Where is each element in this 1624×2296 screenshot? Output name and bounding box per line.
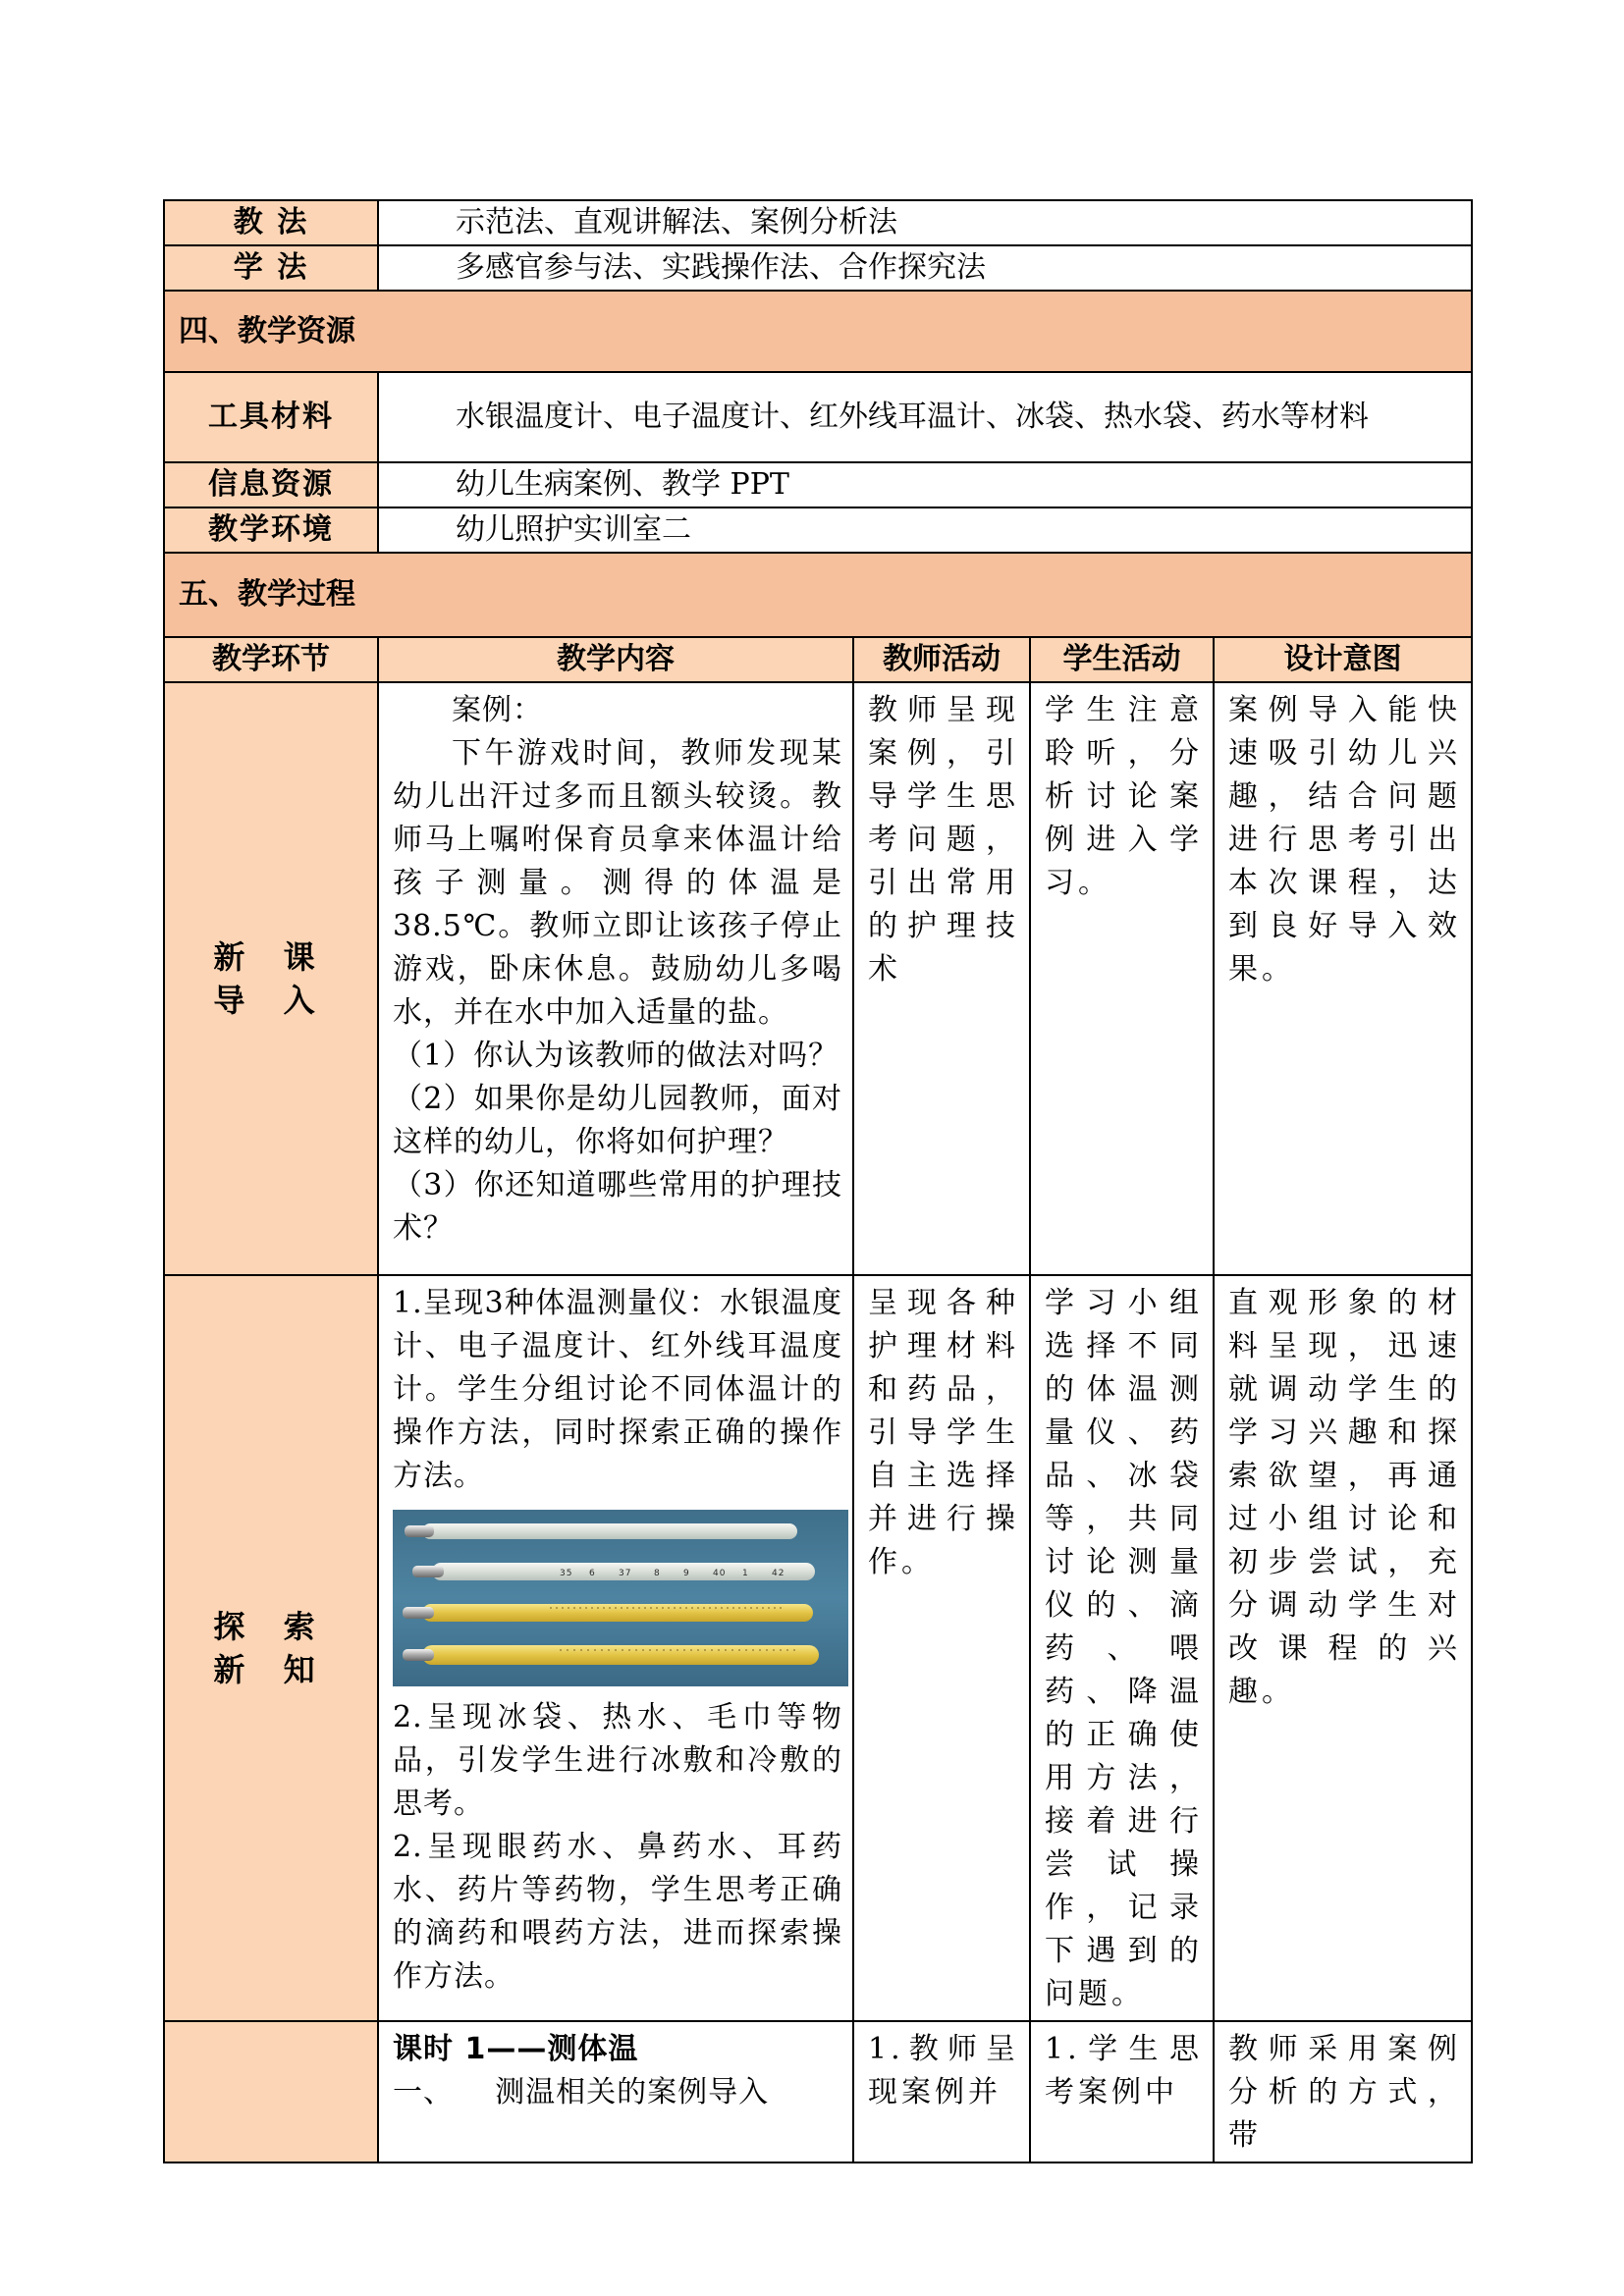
- learning-method-label: 学 法: [164, 245, 378, 291]
- lesson1-section-1: 一、 测温相关的案例导入: [393, 2075, 770, 2109]
- header-student-activity: 学生活动: [1030, 637, 1214, 682]
- svg-text:35: 35: [560, 1569, 573, 1578]
- lesson-plan-table: [163, 199, 1473, 2163]
- learning-method-row: [164, 245, 1472, 291]
- design-intent-lesson1: 教师采用案例分析的方式，带: [1214, 2021, 1472, 2163]
- info-resources-value: 幼儿生病案例、教学 PPT: [378, 462, 1472, 507]
- header-teacher-activity: 教师活动: [853, 637, 1030, 682]
- student-activity-lesson1: 1.学生思考案例中: [1030, 2021, 1214, 2163]
- explore-item-1: 1.呈现3种体温测量仪：水银温度计、电子温度计、红外线耳温度计。学生分组讨论不同体温计的操作方法，同时探索正确的操作方法。: [393, 1286, 842, 1493]
- svg-text:9: 9: [683, 1569, 690, 1578]
- case-label: 案例：: [452, 693, 543, 727]
- svg-text:40: 40: [713, 1569, 727, 1578]
- stage-intro: 新 课 导 入: [164, 682, 378, 1275]
- section-resources-row: [164, 291, 1472, 372]
- svg-text:6: 6: [589, 1569, 596, 1578]
- question-1: （1）你认为该教师的做法对吗？: [393, 1039, 839, 1073]
- header-stage: 教学环节: [164, 637, 378, 682]
- teaching-environment-value: 幼儿照护实训室二: [378, 507, 1472, 553]
- thermometer-photo: [393, 1510, 848, 1686]
- tools-materials-row: [164, 372, 1472, 462]
- svg-text:42: 42: [772, 1569, 785, 1578]
- teaching-environment-label: 教学环境: [164, 507, 378, 553]
- info-resources-row: [164, 462, 1472, 507]
- teaching-method-value: 示范法、直观讲解法、案例分析法: [378, 200, 1472, 245]
- design-intent-intro: 案例导入能快速吸引幼儿兴趣，结合问题进行思考引出本次课程，达到良好导入效果。: [1214, 682, 1472, 1275]
- question-3: （3）你还知道哪些常用的护理技术？: [393, 1168, 842, 1246]
- svg-text:37: 37: [619, 1569, 632, 1578]
- process-row-lesson1: [164, 2021, 1472, 2163]
- teacher-activity-intro: 教师呈现案例，引导学生思考问题，引出常用的护理技术: [853, 682, 1030, 1275]
- teaching-method-label: 教 法: [164, 200, 378, 245]
- teaching-method-row: [164, 200, 1472, 245]
- explore-item-2: 2.呈现冰袋、热水、毛巾等物品，引发学生进行冰敷和冷敷的思考。: [393, 1700, 842, 1821]
- explore-item-3: 2.呈现眼药水、鼻药水、耳药水、药片等药物，学生思考正确的滴药和喂药方法，进而探索操作方法。: [393, 1830, 842, 1994]
- content-lesson1: [378, 2021, 853, 2163]
- stage-explore: 探 索 新 知: [164, 1275, 378, 2021]
- stage-lesson1: [164, 2021, 378, 2163]
- svg-text:8: 8: [654, 1569, 661, 1578]
- tools-materials-value: 水银温度计、电子温度计、红外线耳温计、冰袋、热水袋、药水等材料: [378, 372, 1472, 462]
- process-row-intro: [164, 682, 1472, 1275]
- teacher-activity-explore: 呈现各种护理材料和药品，引导学生自主选择并进行操作。: [853, 1275, 1030, 2021]
- case-text: 下午游戏时间，教师发现某幼儿出汗过多而且额头较烫。教师马上嘱咐保育员拿来体温计给孩子测量。测得的体温是38.5℃。教师立即让该孩子停止游戏，卧床休息。鼓励幼儿多喝水，并在水中加入适量的盐。: [393, 736, 842, 1030]
- process-row-explore: [164, 1275, 1472, 2021]
- content-explore: [378, 1275, 853, 2021]
- header-content: 教学内容: [378, 637, 853, 682]
- question-2: （2）如果你是幼儿园教师，面对这样的幼儿，你将如何护理？: [393, 1082, 842, 1159]
- teaching-environment-row: [164, 507, 1472, 553]
- section-process-title: 五、教学过程: [164, 553, 1472, 637]
- lesson1-title: 课时 1——测体温: [393, 2032, 639, 2066]
- lesson-plan-page: [163, 199, 1471, 2163]
- teacher-activity-lesson1: 1.教师呈现案例并: [853, 2021, 1030, 2163]
- student-activity-explore: 学习小组选择不同的体温测量仪、药品、冰袋等，共同讨论测量仪的、滴药、喂药、降温的正确使用方法，接着进行尝试操作，记录下遇到的问题。: [1030, 1275, 1214, 2021]
- header-design-intent: 设计意图: [1214, 637, 1472, 682]
- student-activity-intro: 学生注意聆听，分析讨论案例进入学习。: [1030, 682, 1214, 1275]
- learning-method-value: 多感官参与法、实践操作法、合作探究法: [378, 245, 1472, 291]
- section-process-row: [164, 553, 1472, 637]
- process-header-row: [164, 637, 1472, 682]
- tools-materials-label: 工具材料: [164, 372, 378, 462]
- svg-text:1: 1: [742, 1569, 749, 1578]
- content-intro: [378, 682, 853, 1275]
- section-resources-title: 四、教学资源: [164, 291, 1472, 372]
- design-intent-explore: 直观形象的材料呈现，迅速就调动学生的学习兴趣和探索欲望，再通过小组讨论和初步尝试，充分调动学生对改课程的兴趣。: [1214, 1275, 1472, 2021]
- info-resources-label: 信息资源: [164, 462, 378, 507]
